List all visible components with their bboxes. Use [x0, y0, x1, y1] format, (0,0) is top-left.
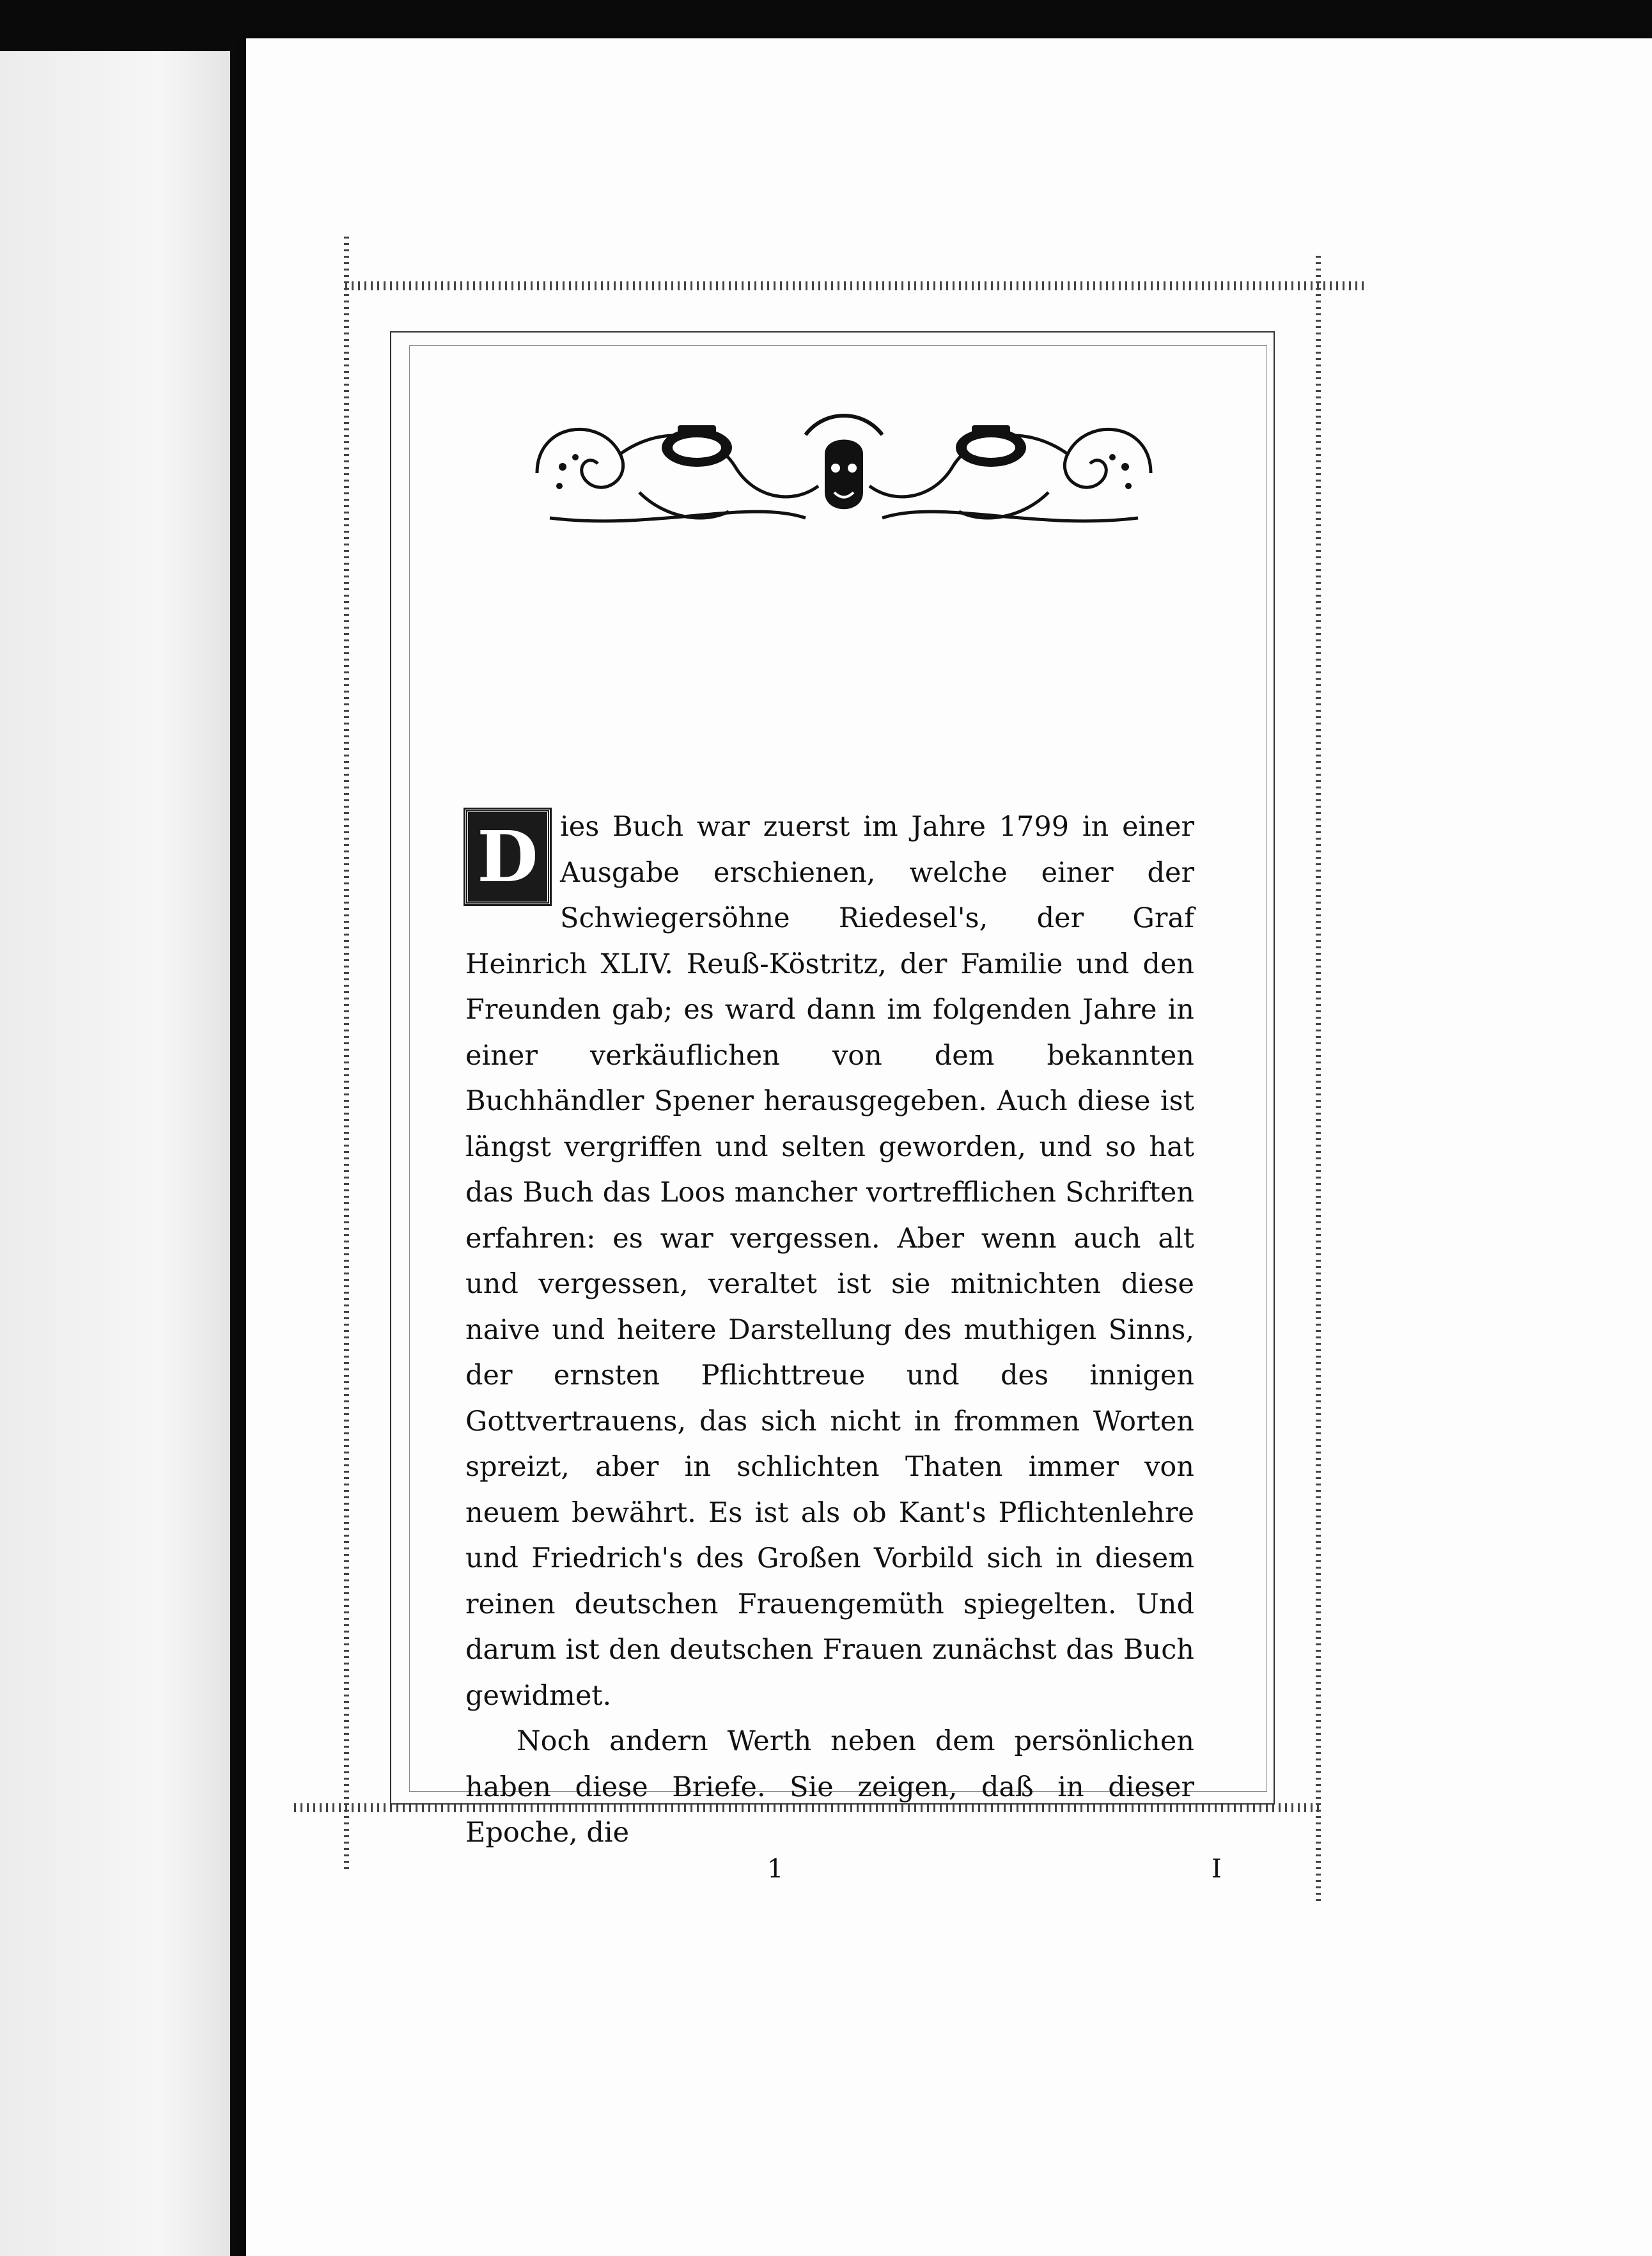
drop-cap: D [465, 810, 550, 904]
left-page-edge [0, 51, 230, 2256]
paragraph-first [465, 804, 1194, 1719]
body-text [465, 804, 1194, 1856]
margin-mark: I [1212, 1854, 1222, 1884]
crop-line-top [345, 281, 1368, 290]
crop-line-left [344, 237, 349, 1874]
paragraph-second: Noch andern Werth neben dem persönlichen haben diese Briefe. Sie zeigen, daß in dieser Epoche, die [465, 1725, 1194, 1849]
crop-line-right [1316, 256, 1321, 1906]
signature-mark: 1 [767, 1854, 784, 1884]
paragraph-1-text: ies Buch war zuerst im Jahre 1799 in einer Ausgabe erschienen, welche einer der Schwiegersöhne Riedesel's, der Graf Heinrich XLIV. Reuß-Köstritz, der Familie und den Freunden gab; es ward dann im folgenden Jahre in einer verkäuflichen von dem bekannten Buchhändler Spener herausgegeben. Auch diese ist längst vergriffen und selten geworden, und so hat das Buch das Loos mancher vortrefflichen Schriften erfahren: es war vergessen. Aber wenn auch alt und vergessen, veraltet ist sie mitnichten diese naive und heitere Darstellung des muthigen Sinns, der ernsten Pflichttreue und des innigen Gottvertrauens, das sich nicht in frommen Worten spreizt, aber in schlichten Thaten immer von neuem bewährt. Es ist als ob Kant's Pflichtenlehre und Friedrich's des Großen Vorbild sich in diesem reinen deutschen Frauengemüth spiegelten. Und darum ist den deutschen Frauen zunächst das Buch gewidmet. [465, 811, 1194, 1712]
floral-vignette-icon [524, 396, 1164, 544]
